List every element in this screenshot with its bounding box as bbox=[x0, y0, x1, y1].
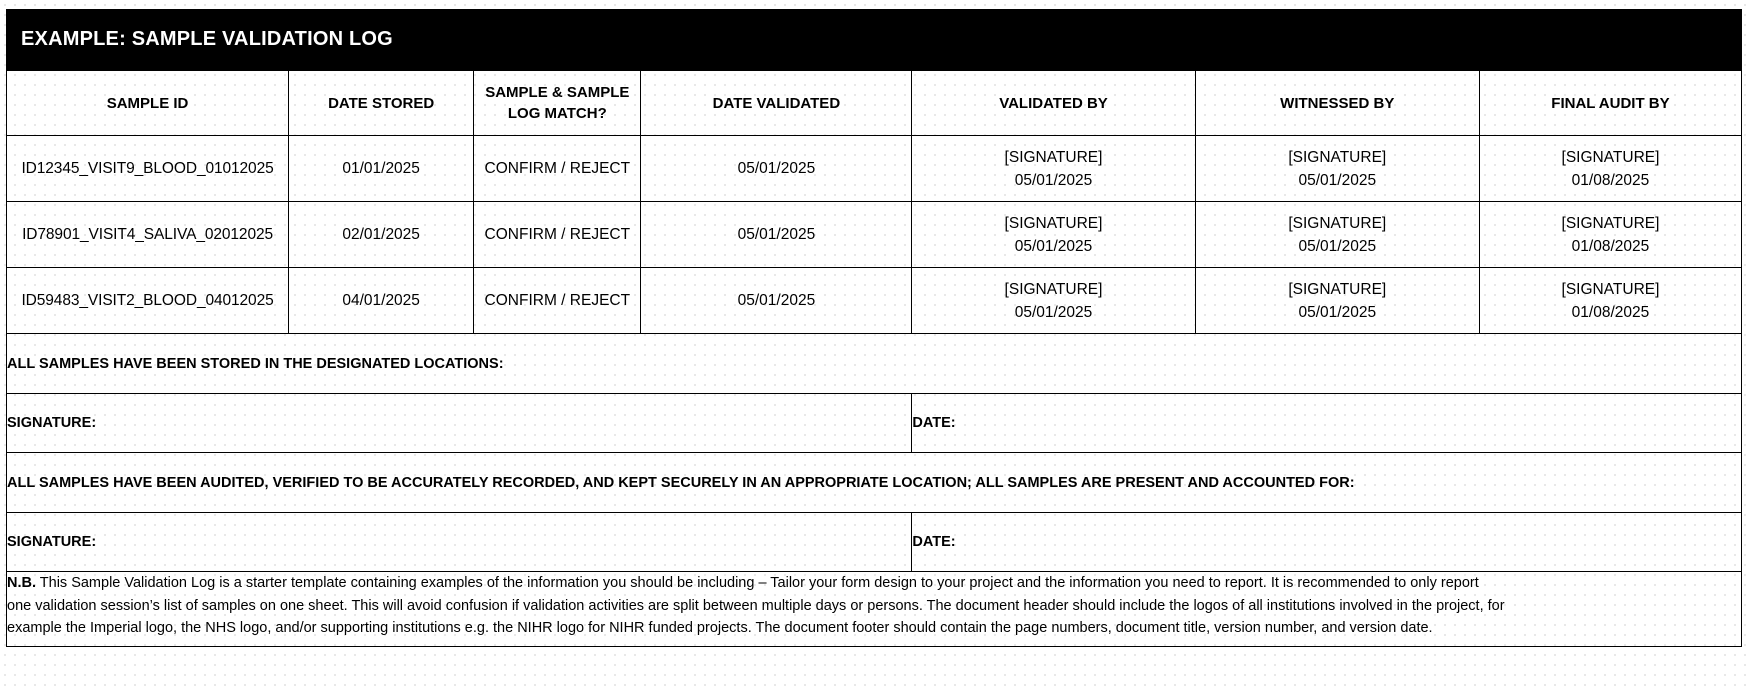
note-line-3: example the Imperial logo, the NHS logo, and/or supporting institutions e.g. the NIHR logo for NIHR funded projects. The document footer should contain the page numbers, document title, version number, and version date. bbox=[7, 620, 1433, 636]
column-header-date-validated: DATE VALIDATED bbox=[641, 71, 912, 136]
stored-date-field[interactable]: DATE: bbox=[912, 394, 1742, 453]
validated-by-signature: [SIGNATURE] bbox=[1004, 280, 1103, 298]
sample-id-cell[interactable]: ID59483_VISIT2_BLOOD_04012025 bbox=[7, 268, 289, 334]
audited-signature-row bbox=[7, 513, 1742, 572]
final-audit-by-signature: [SIGNATURE] bbox=[1561, 280, 1660, 298]
validation-log-table bbox=[6, 70, 1742, 647]
match-cell[interactable]: CONFIRM / REJECT bbox=[474, 202, 641, 268]
final-audit-by-cell[interactable] bbox=[1479, 202, 1741, 268]
note-label: N.B. bbox=[7, 575, 36, 591]
witnessed-by-signature: [SIGNATURE] bbox=[1288, 214, 1387, 232]
table-row bbox=[7, 136, 1742, 202]
column-header-date-stored: DATE STORED bbox=[289, 71, 474, 136]
validated-by-cell[interactable] bbox=[912, 268, 1195, 334]
witnessed-by-date: 05/01/2025 bbox=[1298, 237, 1377, 255]
final-audit-by-cell[interactable] bbox=[1479, 268, 1741, 334]
validated-by-cell[interactable] bbox=[912, 136, 1195, 202]
date-validated-cell[interactable]: 05/01/2025 bbox=[641, 202, 912, 268]
date-stored-cell[interactable]: 01/01/2025 bbox=[289, 136, 474, 202]
witnessed-by-date: 05/01/2025 bbox=[1298, 303, 1377, 321]
stored-signature-row bbox=[7, 394, 1742, 453]
column-header-validated-by: VALIDATED BY bbox=[912, 71, 1195, 136]
match-cell[interactable]: CONFIRM / REJECT bbox=[474, 268, 641, 334]
final-audit-by-date: 01/08/2025 bbox=[1571, 237, 1650, 255]
date-validated-cell[interactable]: 05/01/2025 bbox=[641, 268, 912, 334]
witnessed-by-date: 05/01/2025 bbox=[1298, 171, 1377, 189]
validated-by-signature: [SIGNATURE] bbox=[1004, 148, 1103, 166]
final-audit-by-date: 01/08/2025 bbox=[1571, 171, 1650, 189]
witnessed-by-cell[interactable] bbox=[1195, 268, 1479, 334]
witnessed-by-cell[interactable] bbox=[1195, 202, 1479, 268]
validated-by-signature: [SIGNATURE] bbox=[1004, 214, 1103, 232]
witnessed-by-signature: [SIGNATURE] bbox=[1288, 148, 1387, 166]
witnessed-by-cell[interactable] bbox=[1195, 136, 1479, 202]
column-header-witnessed-by: WITNESSED BY bbox=[1195, 71, 1479, 136]
audited-date-field[interactable]: DATE: bbox=[912, 513, 1742, 572]
date-validated-cell[interactable]: 05/01/2025 bbox=[641, 136, 912, 202]
sample-id-cell[interactable]: ID78901_VISIT4_SALIVA_02012025 bbox=[7, 202, 289, 268]
final-audit-by-cell[interactable] bbox=[1479, 136, 1741, 202]
validation-log-sheet bbox=[6, 9, 1742, 647]
audited-signature-field[interactable]: SIGNATURE: bbox=[7, 513, 912, 572]
stored-statement-row bbox=[7, 334, 1742, 394]
log-title: EXAMPLE: SAMPLE VALIDATION LOG bbox=[6, 9, 1742, 70]
witnessed-by-signature: [SIGNATURE] bbox=[1288, 280, 1387, 298]
note-cell bbox=[7, 572, 1742, 647]
final-audit-by-signature: [SIGNATURE] bbox=[1561, 148, 1660, 166]
validated-by-cell[interactable] bbox=[912, 202, 1195, 268]
note-row bbox=[7, 572, 1742, 647]
final-audit-by-signature: [SIGNATURE] bbox=[1561, 214, 1660, 232]
validated-by-date: 05/01/2025 bbox=[1014, 171, 1093, 189]
table-row bbox=[7, 268, 1742, 334]
table-row bbox=[7, 202, 1742, 268]
note-line-1: This Sample Validation Log is a starter template containing examples of the information you should be including – Tailor your form design to your project and the information you need to report. It is recommended to only report bbox=[36, 575, 1479, 591]
date-stored-cell[interactable]: 04/01/2025 bbox=[289, 268, 474, 334]
sample-id-cell[interactable]: ID12345_VISIT9_BLOOD_01012025 bbox=[7, 136, 289, 202]
audited-statement: ALL SAMPLES HAVE BEEN AUDITED, VERIFIED TO BE ACCURATELY RECORDED, AND KEPT SECURELY IN AN APPROPRIATE LOCATION; ALL SAMPLES ARE PRESENT AND ACCOUNTED FOR: bbox=[7, 453, 1742, 513]
date-stored-cell[interactable]: 02/01/2025 bbox=[289, 202, 474, 268]
header-row bbox=[7, 71, 1742, 136]
stored-signature-field[interactable]: SIGNATURE: bbox=[7, 394, 912, 453]
match-cell[interactable]: CONFIRM / REJECT bbox=[474, 136, 641, 202]
column-header-sample-match: SAMPLE & SAMPLE LOG MATCH? bbox=[474, 71, 641, 136]
column-header-sample-id: SAMPLE ID bbox=[7, 71, 289, 136]
audited-statement-row bbox=[7, 453, 1742, 513]
validated-by-date: 05/01/2025 bbox=[1014, 303, 1093, 321]
column-header-final-audit-by: FINAL AUDIT BY bbox=[1479, 71, 1741, 136]
note-line-2: one validation session’s list of samples on one sheet. This will avoid confusion if validation activities are split between multiple days or persons. The document header should include the logos of all institutions involved in the project, for bbox=[7, 597, 1505, 614]
final-audit-by-date: 01/08/2025 bbox=[1571, 303, 1650, 321]
stored-statement: ALL SAMPLES HAVE BEEN STORED IN THE DESIGNATED LOCATIONS: bbox=[7, 334, 1742, 394]
validated-by-date: 05/01/2025 bbox=[1014, 237, 1093, 255]
